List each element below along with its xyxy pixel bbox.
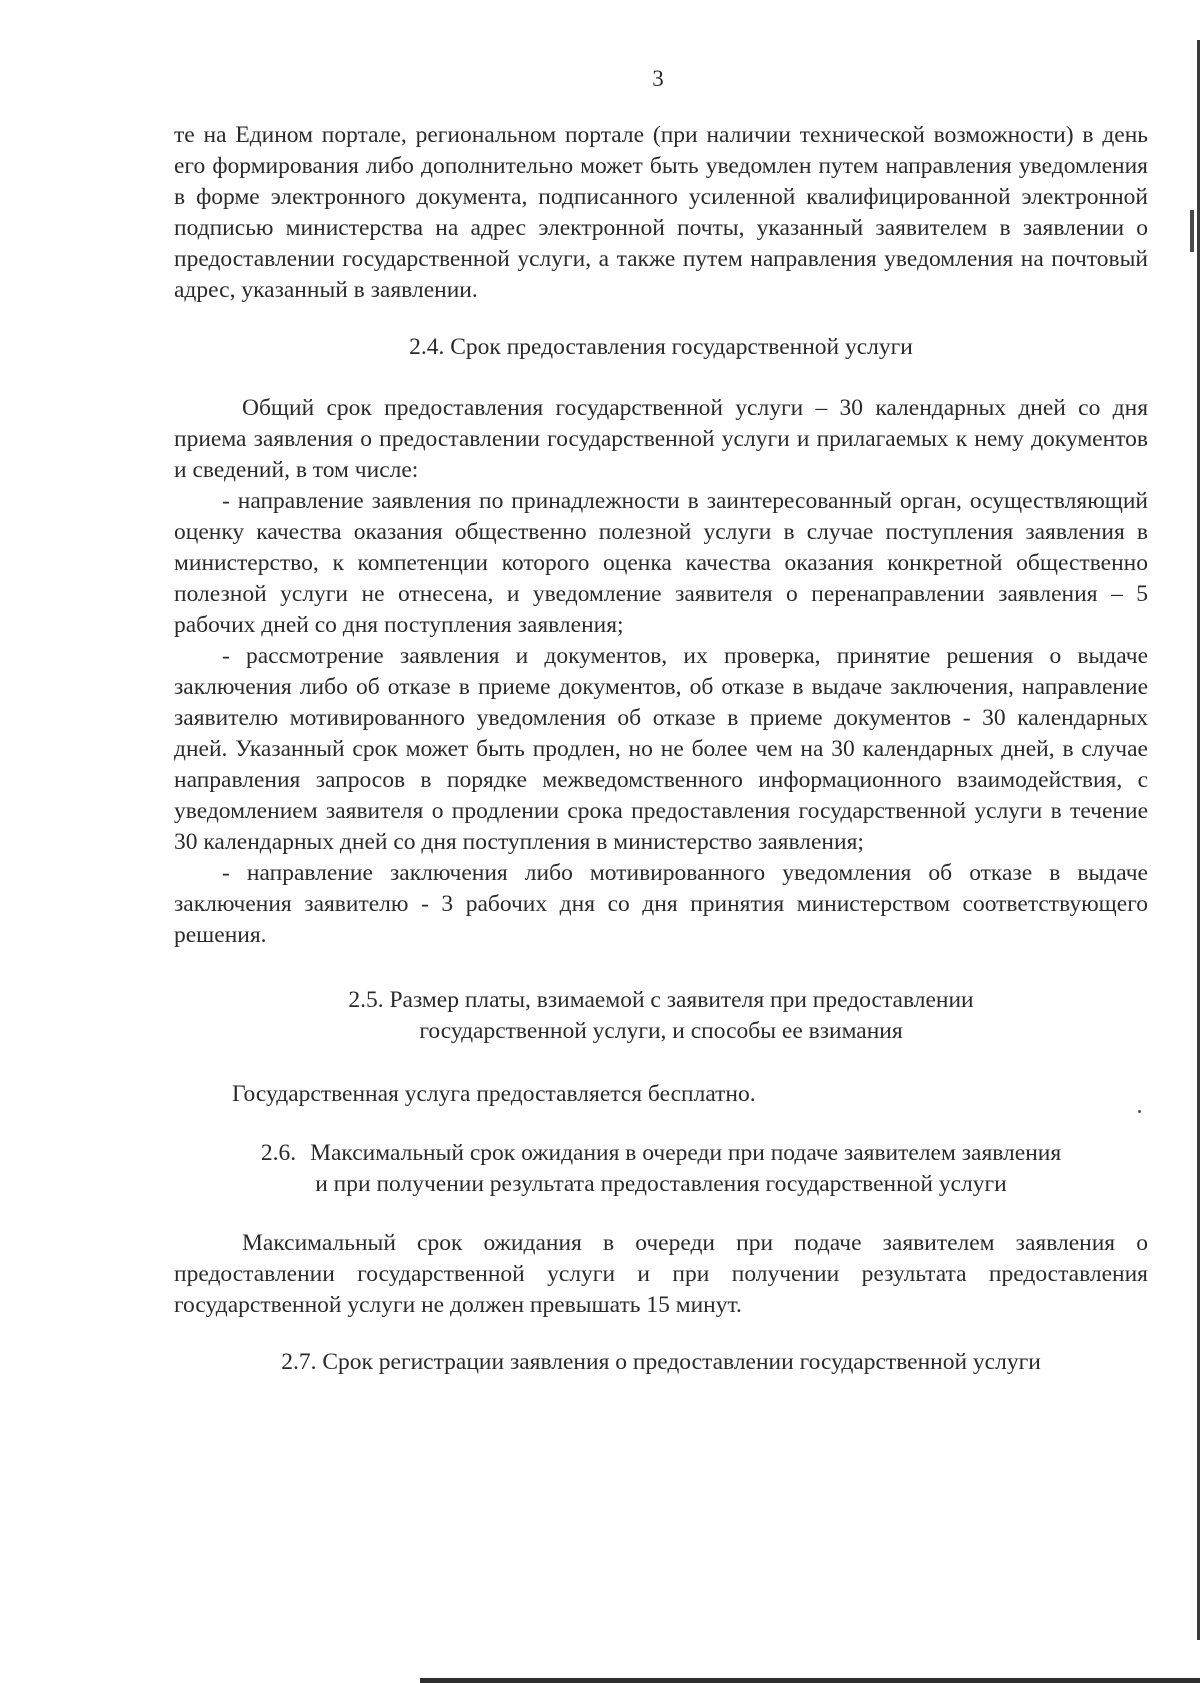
section-2-4-heading: 2.4. Срок предоставления государственной услуги bbox=[409, 334, 913, 360]
section-2-4-intro: Общий срок предоставления государственной услуги – 30 календарных дней со дня приема заявления о предоставлении государственной услуги и прилагаемых к нему документов и сведений, в том числе: bbox=[174, 395, 1148, 483]
scan-edge-mark bbox=[1190, 210, 1194, 252]
section-2-6-heading bbox=[174, 1138, 1148, 1200]
section-2-4-item-2: - рассмотрение заявления и документов, их проверка, принятие решения о выдаче заключения либо об отказе в приеме документов, об отказе в выдаче заключения, направление заявителю мотивированного уведомления об отказе в приеме документов - 30 календарных дней. Указанный срок может быть продлен, но не более чем на 30 календарных дней, в случае направления запросов в порядке межведомственного информационного взаимодействия, с уведомлением заявителя о продлении срока предоставления государственной услуги в течение 30 календарных дней со дня поступления в министерство заявления; bbox=[174, 643, 1148, 855]
section-2-6-heading-line1 bbox=[174, 1138, 1148, 1169]
section-2-5-heading-line2: государственной услуги, и способы ее взимания bbox=[419, 1018, 903, 1044]
section-2-4-item-1: - направление заявления по принадлежности в заинтересованный орган, осуществляющий оценку качества оказания общественно полезной услуги в случае поступления заявления в министерство, к компетенции которого оценка качества оказания конкретной общественно полезной услуги не отнесена, и уведомление заявителя о перенаправлении заявления – 5 рабочих дней со дня поступления заявления; bbox=[174, 488, 1148, 638]
section-2-6-heading-text: Максимальный срок ожидания в очереди при подаче заявителем заявления bbox=[310, 1140, 1062, 1166]
section-2-6-heading-line2: и при получении результата предоставления государственной услуги bbox=[315, 1171, 1007, 1197]
scan-speck bbox=[1138, 1110, 1141, 1113]
intro-paragraph: те на Едином портале, региональном портале (при наличии технической возможности) в день его формирования либо дополнительно может быть уведомлен путем направления уведомления в форме электронного документа, подписанного усиленной квалифицированной электронной подписью министерства на адрес электронной почты, указанный заявителем в заявлении о предоставлении государственной услуги, а также путем направления уведомления на почтовый адрес, указанный в заявлении. bbox=[174, 122, 1148, 303]
section-2-5-text: Государственная услуга предоставляется бесплатно. bbox=[232, 1081, 756, 1107]
page-number: 3 bbox=[652, 66, 664, 91]
section-2-6-number: 2.6. bbox=[260, 1140, 297, 1166]
section-2-5-heading bbox=[174, 985, 1148, 1047]
section-2-7-heading: 2.7. Срок регистрации заявления о предоставлении государственной услуги bbox=[281, 1349, 1041, 1375]
section-2-4-item-3: - направление заключения либо мотивированного уведомления об отказе в выдаче заключения заявителю - 3 рабочих дня со дня принятия министерством соответствующего решения. bbox=[174, 860, 1148, 948]
section-2-6-text: Максимальный срок ожидания в очереди при подаче заявителем заявления о предоставлении государственной услуги и при получении результата предоставления государственной услуги не должен превышать 15 минут. bbox=[174, 1230, 1148, 1318]
section-2-5-heading-line1: 2.5. Размер платы, взимаемой с заявителя при предоставлении bbox=[348, 987, 974, 1013]
document-body bbox=[174, 120, 1148, 1378]
scan-edge-line-bottom bbox=[420, 1678, 1200, 1683]
